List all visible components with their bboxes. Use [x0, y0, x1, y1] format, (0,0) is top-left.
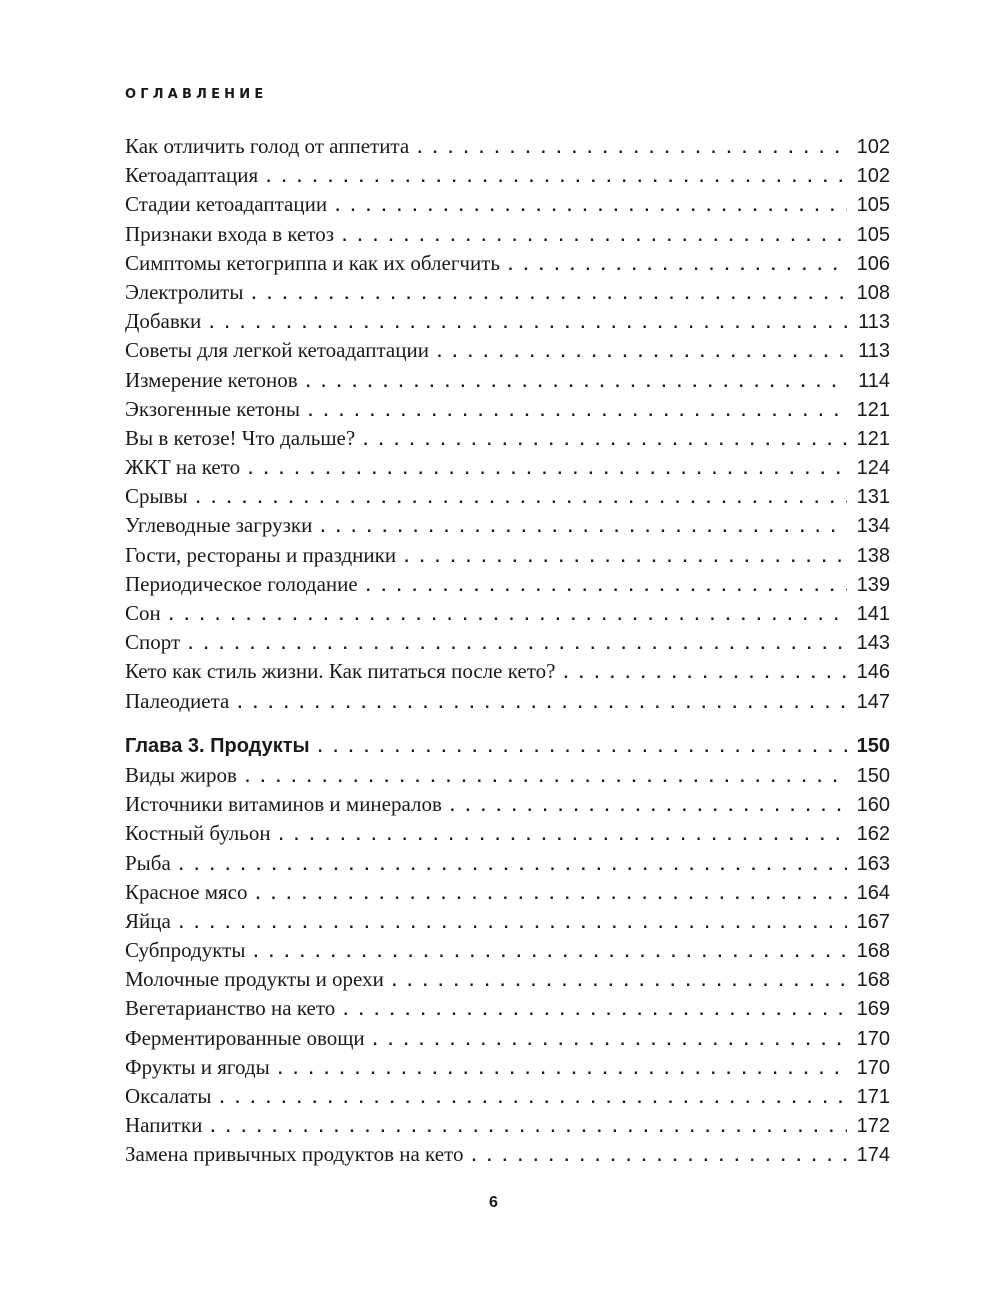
dot-leader — [450, 793, 847, 822]
toc-entry-page: 172 — [856, 1115, 890, 1138]
toc-entry[interactable] — [125, 687, 890, 716]
dot-leader — [196, 485, 847, 514]
toc-entry-title: Углеводные загрузки — [125, 513, 313, 538]
toc-entry-title: Электролиты — [125, 279, 244, 304]
toc-entry-title: Экзогенные кетоны — [125, 396, 301, 421]
toc-entry-page: 113 — [858, 340, 890, 363]
dot-leader — [563, 660, 846, 689]
toc-entry-page: 121 — [856, 398, 890, 421]
dot-leader — [366, 573, 847, 602]
toc-entry-title: Спорт — [125, 630, 181, 655]
toc-entry-title: Напитки — [125, 1113, 203, 1138]
toc-entry-title: Гости, рестораны и праздники — [125, 542, 397, 567]
dot-leader — [179, 852, 847, 881]
dot-leader — [209, 310, 848, 339]
toc-entry[interactable] — [125, 790, 890, 819]
toc-entry-title: Вы в кетозе! Что дальше? — [125, 425, 356, 450]
toc-entry-page: 150 — [856, 764, 890, 787]
dot-leader — [343, 997, 846, 1026]
dot-leader — [245, 764, 847, 793]
dot-leader — [437, 339, 848, 368]
toc-chapter-heading[interactable] — [125, 732, 890, 761]
toc-entry[interactable] — [125, 965, 890, 994]
toc-entry[interactable] — [125, 849, 890, 878]
dot-leader — [278, 1056, 847, 1085]
toc-entry[interactable] — [125, 994, 890, 1023]
toc-entry[interactable] — [125, 599, 890, 628]
toc-entry[interactable] — [125, 453, 890, 482]
chapter-title: Глава 3. Продукты — [125, 734, 310, 757]
toc-entry-page: 163 — [856, 852, 890, 875]
toc-entry-page: 121 — [856, 427, 890, 450]
toc-entry-page: 169 — [856, 998, 890, 1021]
toc-entry-page: 170 — [856, 1027, 890, 1050]
toc-entry[interactable] — [125, 761, 890, 790]
toc-entry-page: 171 — [856, 1086, 890, 1108]
toc-entry[interactable] — [125, 161, 890, 190]
toc-entry-page: 108 — [856, 281, 890, 304]
dot-leader — [266, 164, 847, 193]
toc-entry-page: 114 — [858, 369, 890, 392]
toc-entry-page: 141 — [856, 603, 890, 625]
dot-leader — [210, 1114, 846, 1143]
toc-entry-page: 164 — [856, 881, 890, 904]
toc-entry-page: 124 — [856, 457, 890, 480]
dot-leader — [471, 1143, 846, 1172]
toc-entry[interactable] — [125, 1082, 890, 1111]
dot-leader — [308, 398, 847, 427]
toc-entry[interactable] — [125, 907, 890, 936]
toc-entry-page: 168 — [856, 940, 890, 963]
toc-entry-page: 143 — [856, 632, 890, 655]
toc-entry[interactable] — [125, 570, 890, 599]
toc-entry[interactable] — [125, 511, 890, 540]
toc-entry[interactable] — [125, 819, 890, 848]
toc-entry-title: Источники витаминов и минералов — [125, 792, 442, 817]
toc-entry-title: Срывы — [125, 484, 188, 509]
dot-leader — [219, 1085, 846, 1114]
dot-leader — [251, 281, 846, 310]
dot-leader — [342, 223, 847, 252]
toc-heading: ОГЛАВЛЕНИЕ — [125, 87, 268, 102]
toc-entry[interactable] — [125, 1053, 890, 1082]
toc-entry[interactable] — [125, 220, 890, 249]
table-of-contents — [125, 132, 890, 1170]
dot-leader — [255, 881, 846, 910]
toc-entry[interactable] — [125, 878, 890, 907]
toc-entry-title: Палеодиета — [125, 688, 230, 713]
toc-entry-title: Виды жиров — [125, 762, 237, 787]
toc-entry-title: Красное мясо — [125, 879, 248, 904]
toc-entry-page: 160 — [856, 794, 890, 817]
toc-entry-title: Как отличить голод от аппетита — [125, 134, 410, 158]
toc-entry-title: Добавки — [125, 309, 202, 334]
dot-leader — [318, 734, 847, 763]
toc-entry-title: Рыба — [125, 850, 171, 875]
toc-entry-page: 105 — [856, 194, 890, 217]
dot-leader — [320, 514, 846, 543]
dot-leader — [392, 968, 847, 997]
page-number: 6 — [489, 1194, 498, 1211]
toc-entry-page: 102 — [856, 136, 890, 158]
toc-entry-title: Кето как стиль жизни. Как питаться после кето? — [125, 659, 556, 684]
toc-entry[interactable] — [125, 190, 890, 219]
toc-entry[interactable] — [125, 336, 890, 365]
toc-entry-title: Периодическое голодание — [125, 571, 358, 596]
toc-entry-page: 139 — [856, 573, 890, 596]
dot-leader — [508, 252, 847, 281]
toc-entry-title: Замена привычных продуктов на кето — [125, 1142, 464, 1167]
dot-leader — [188, 631, 846, 660]
dot-leader — [373, 1027, 847, 1056]
toc-entry[interactable] — [125, 249, 890, 278]
toc-entry-title: ЖКТ на кето — [125, 455, 241, 480]
toc-entry-title: Костный бульон — [125, 821, 271, 846]
toc-entry-page: 113 — [858, 311, 890, 334]
dot-leader — [237, 690, 846, 719]
dot-leader — [279, 822, 847, 851]
toc-entry-title: Стадии кетоадаптации — [125, 192, 328, 217]
toc-entry[interactable] — [125, 657, 890, 686]
toc-entry-title: Советы для легкой кетоадаптации — [125, 338, 429, 363]
toc-entry[interactable] — [125, 132, 890, 161]
toc-entry-page: 106 — [856, 252, 890, 275]
toc-entry-page: 134 — [856, 515, 890, 538]
toc-entry-title: Признаки входа в кетоз — [125, 221, 335, 246]
toc-entry-page: 174 — [856, 1144, 890, 1167]
toc-entry[interactable] — [125, 1140, 890, 1169]
toc-entry[interactable] — [125, 541, 890, 570]
dot-leader — [253, 939, 846, 968]
toc-entry[interactable] — [125, 1111, 890, 1140]
toc-entry-page: 131 — [856, 486, 890, 509]
toc-entry[interactable] — [125, 278, 890, 307]
toc-entry-title: Субпродукты — [125, 938, 246, 963]
dot-leader — [417, 135, 846, 164]
chapter-page: 150 — [856, 734, 890, 757]
toc-entry[interactable] — [125, 307, 890, 336]
dot-leader — [335, 193, 847, 222]
toc-entry-page: 168 — [856, 969, 890, 992]
dot-leader — [363, 427, 846, 456]
toc-entry-page: 105 — [856, 223, 890, 246]
toc-entry-page: 162 — [856, 823, 890, 846]
toc-entry-page: 147 — [856, 690, 890, 713]
toc-entry-page: 167 — [856, 910, 890, 933]
dot-leader — [248, 456, 847, 485]
toc-entry-title: Кетоадаптация — [125, 163, 259, 188]
toc-entry[interactable] — [125, 628, 890, 657]
dot-leader — [169, 602, 847, 631]
toc-entry-page: 102 — [856, 165, 890, 188]
toc-entry[interactable] — [125, 366, 890, 395]
toc-entry[interactable] — [125, 1024, 890, 1053]
toc-entry-title: Молочные продукты и орехи — [125, 967, 384, 992]
toc-entry-title: Оксалаты — [125, 1084, 212, 1108]
toc-entry-page: 138 — [856, 544, 890, 567]
toc-entry-title: Сон — [125, 601, 161, 625]
toc-entry-title: Ферментированные овощи — [125, 1025, 365, 1050]
toc-entry-title: Яйца — [125, 908, 171, 933]
toc-entry-title: Фрукты и ягоды — [125, 1054, 270, 1079]
toc-entry-title: Измерение кетонов — [125, 367, 298, 392]
toc-entry-page: 146 — [856, 661, 890, 684]
dot-leader — [306, 369, 848, 398]
toc-entry[interactable] — [125, 482, 890, 511]
toc-entry[interactable] — [125, 395, 890, 424]
toc-entry[interactable] — [125, 424, 890, 453]
dot-leader — [179, 910, 847, 939]
toc-entry-page: 170 — [856, 1056, 890, 1079]
toc-entry[interactable] — [125, 936, 890, 965]
toc-entry-title: Симптомы кетогриппа и как их облегчить — [125, 250, 500, 275]
toc-entry-title: Вегетарианство на кето — [125, 996, 336, 1021]
dot-leader — [404, 544, 847, 573]
